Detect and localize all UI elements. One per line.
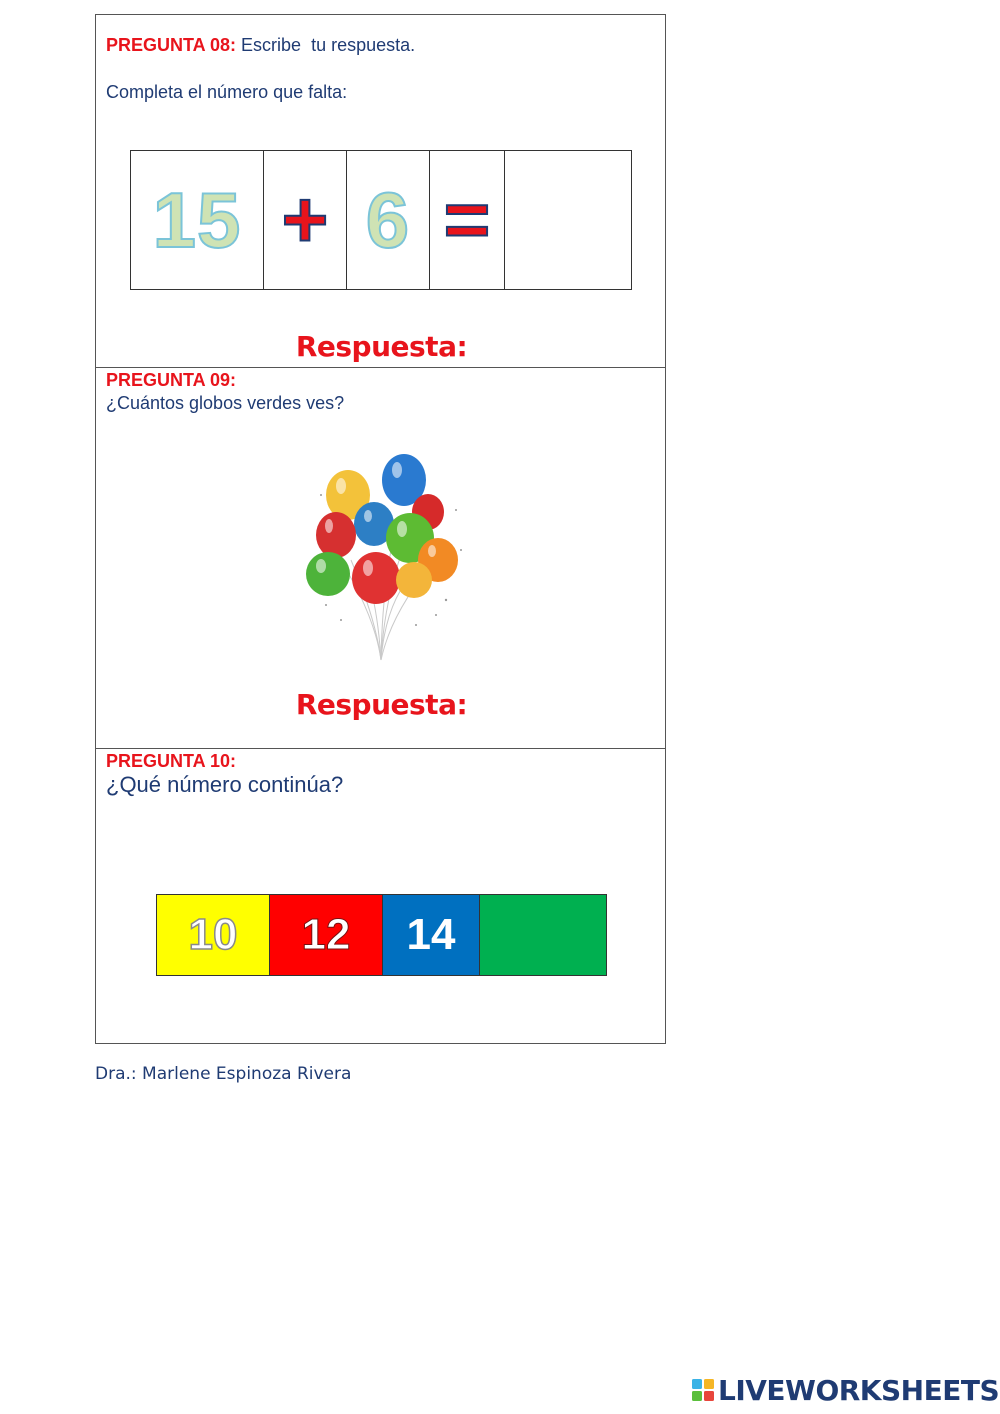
sequence-item-14 [383,895,480,975]
equation-term: 15 [152,175,242,264]
equation-table [130,150,632,290]
plus-symbol: + [281,175,329,264]
sequence-item-12 [270,895,383,975]
question-09 [96,368,665,749]
q09-prompt: ¿Cuántos globos verdes ves? [106,393,345,413]
q08-label: PREGUNTA 08: [106,35,237,55]
equals-symbol: = [443,175,491,264]
q09-label: PREGUNTA 09: [106,370,237,390]
sequence-answer-box[interactable] [480,895,606,975]
equation-equals-sign [430,151,505,289]
brand-name: LIVEWORKSHEETS [718,1373,1000,1407]
q08-answer-label: Respuesta: [295,330,468,363]
equation-operand-2 [347,151,430,289]
sequence-number: 14 [406,910,456,959]
sequence-item-10 [157,895,270,975]
liveworksheets-logo [692,1374,999,1406]
q10-prompt: ¿Qué número continúa? [106,772,344,797]
sequence-number: 12 [301,910,351,959]
equation-operand-1 [131,151,264,289]
question-10 [96,749,665,1045]
logo-grid-icon [692,1379,714,1401]
equation-term: 6 [365,175,411,264]
balloon-bunch-image [296,450,471,670]
q10-label: PREGUNTA 10: [106,751,237,771]
worksheet [95,14,666,1044]
author-credit: Dra.: Marlene Espinoza Rivera [95,1064,352,1084]
q08-instruction: Escribe tu respuesta. [241,35,416,55]
equation-answer-box[interactable] [505,151,631,289]
equation-plus-sign [264,151,347,289]
number-sequence [156,894,607,976]
q08-header [106,35,415,56]
question-08 [96,15,665,368]
q09-answer-label: Respuesta: [295,688,468,721]
sequence-number: 10 [188,910,238,959]
q08-prompt: Completa el número que falta: [106,82,348,102]
